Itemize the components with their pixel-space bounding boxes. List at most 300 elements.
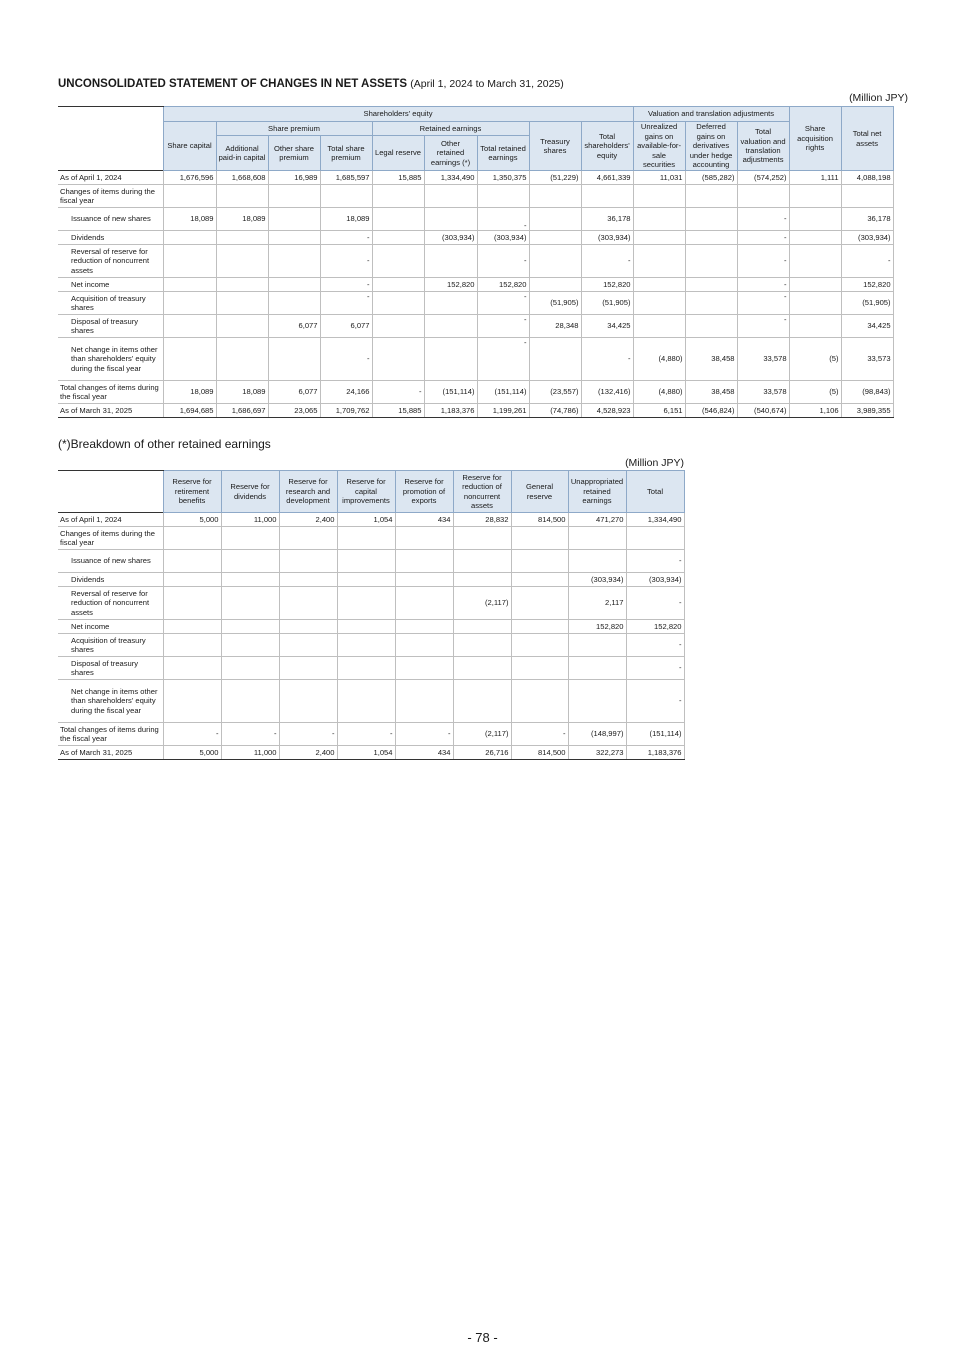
statement-cell: 1,111 xyxy=(789,171,841,185)
statement-row xyxy=(58,208,893,231)
statement-cell xyxy=(789,231,841,245)
header-total-valuation: Total valuation and translation adjustments xyxy=(737,122,789,171)
breakdown-cell xyxy=(221,680,279,723)
statement-cell xyxy=(477,185,529,208)
statement-cell: (51,229) xyxy=(529,171,581,185)
statement-cell xyxy=(789,208,841,231)
statement-cell: - xyxy=(737,278,789,292)
breakdown-cell: (303,934) xyxy=(568,573,626,587)
retained-earnings-breakdown-table xyxy=(58,470,685,760)
statement-cell: 36,178 xyxy=(581,208,633,231)
statement-cell: 23,065 xyxy=(268,404,320,418)
statement-cell xyxy=(424,315,477,338)
breakdown-row xyxy=(58,657,684,680)
breakdown-cell: (303,934) xyxy=(626,573,684,587)
breakdown-cell: (2,117) xyxy=(453,587,511,620)
statement-cell: 36,178 xyxy=(841,208,893,231)
statement-cell: 1,106 xyxy=(789,404,841,418)
breakdown-cell xyxy=(453,573,511,587)
statement-cell: 1,709,762 xyxy=(320,404,372,418)
header-total-net-assets: Total net assets xyxy=(841,107,893,171)
breakdown-cell: - xyxy=(395,723,453,746)
statement-cell: (51,905) xyxy=(581,292,633,315)
statement-cell xyxy=(216,338,268,381)
breakdown-cell xyxy=(279,527,337,550)
statement-cell xyxy=(529,231,581,245)
breakdown-cell xyxy=(337,550,395,573)
breakdown-cell xyxy=(511,634,568,657)
breakdown-cell: 814,500 xyxy=(511,513,568,527)
breakdown-cell xyxy=(221,550,279,573)
breakdown-cell: 1,183,376 xyxy=(626,746,684,760)
statement-cell: 1,676,596 xyxy=(163,171,216,185)
statement-cell: (51,905) xyxy=(529,292,581,315)
statement-cell: (151,114) xyxy=(424,381,477,404)
statement-cell: - xyxy=(477,208,529,231)
breakdown-cell xyxy=(163,620,221,634)
statement-cell xyxy=(633,231,685,245)
statement-cell: - xyxy=(841,245,893,278)
breakdown-cell: - xyxy=(163,723,221,746)
statement-cell: (74,786) xyxy=(529,404,581,418)
statement-cell xyxy=(216,245,268,278)
statement-cell: 11,031 xyxy=(633,171,685,185)
statement-cell: (4,880) xyxy=(633,338,685,381)
statement-cell: - xyxy=(477,338,529,381)
statement-cell xyxy=(633,185,685,208)
breakdown-row xyxy=(58,680,684,723)
breakdown-cell xyxy=(221,587,279,620)
changes-in-net-assets-table xyxy=(58,106,894,418)
breakdown-cell: 434 xyxy=(395,513,453,527)
breakdown-row-label: Net change in items other than shareholders' equity during the fiscal year xyxy=(58,680,163,723)
breakdown-cell: - xyxy=(279,723,337,746)
breakdown-row-label: Total changes of items during the fiscal year xyxy=(58,723,163,746)
breakdown-row-label: Net income xyxy=(58,620,163,634)
statement-cell xyxy=(216,278,268,292)
statement-cell: 6,077 xyxy=(320,315,372,338)
statement-cell xyxy=(268,278,320,292)
breakdown-cell xyxy=(279,634,337,657)
statement-row xyxy=(58,338,893,381)
statement-cell: 6,077 xyxy=(268,315,320,338)
statement-period: (April 1, 2024 to March 31, 2025) xyxy=(410,78,564,90)
header-shareholders-equity: Shareholders' equity xyxy=(163,107,633,122)
breakdown-cell xyxy=(511,587,568,620)
breakdown-cell xyxy=(395,527,453,550)
breakdown-header: Total xyxy=(626,471,684,513)
breakdown-cell xyxy=(221,573,279,587)
breakdown-cell xyxy=(511,657,568,680)
statement-cell: 18,089 xyxy=(163,381,216,404)
statement-cell: - xyxy=(372,381,424,404)
header-deferred-gains: Deferred gains on derivatives under hedge accounting xyxy=(685,122,737,171)
breakdown-cell xyxy=(453,550,511,573)
statement-row xyxy=(58,231,893,245)
header-other-share-premium: Other share premium xyxy=(268,136,320,171)
statement-cell xyxy=(216,231,268,245)
breakdown-cell xyxy=(221,634,279,657)
breakdown-cell xyxy=(395,657,453,680)
statement-row-label: Issuance of new shares xyxy=(58,208,163,231)
statement-cell xyxy=(424,292,477,315)
breakdown-row-label: Changes of items during the fiscal year xyxy=(58,527,163,550)
breakdown-cell: - xyxy=(626,550,684,573)
statement-cell xyxy=(685,278,737,292)
statement-cell: - xyxy=(477,315,529,338)
breakdown-cell: 11,000 xyxy=(221,513,279,527)
breakdown-cell xyxy=(395,634,453,657)
statement-cell xyxy=(529,245,581,278)
statement-cell xyxy=(529,338,581,381)
breakdown-cell xyxy=(511,550,568,573)
statement-cell xyxy=(163,315,216,338)
statement-cell xyxy=(216,315,268,338)
breakdown-cell xyxy=(395,680,453,723)
statement-cell xyxy=(372,245,424,278)
breakdown-cell: 152,820 xyxy=(568,620,626,634)
statement-cell: - xyxy=(320,245,372,278)
statement-cell: 34,425 xyxy=(841,315,893,338)
statement-cell xyxy=(685,315,737,338)
statement-cell xyxy=(372,185,424,208)
breakdown-cell xyxy=(453,527,511,550)
breakdown-header: Reserve for research and development xyxy=(279,471,337,513)
statement-cell xyxy=(633,315,685,338)
breakdown-row xyxy=(58,746,684,760)
breakdown-cell xyxy=(511,620,568,634)
statement-title-text: UNCONSOLIDATED STATEMENT OF CHANGES IN NET ASSETS xyxy=(58,78,408,90)
breakdown-cell: 152,820 xyxy=(626,620,684,634)
statement-cell xyxy=(424,338,477,381)
breakdown-row xyxy=(58,620,684,634)
breakdown-cell xyxy=(453,657,511,680)
statement-cell: 38,458 xyxy=(685,381,737,404)
breakdown-cell xyxy=(511,680,568,723)
statement-cell xyxy=(737,185,789,208)
breakdown-cell xyxy=(395,620,453,634)
header-blank xyxy=(58,107,163,171)
breakdown-cell xyxy=(279,587,337,620)
statement-cell xyxy=(633,292,685,315)
statement-row-label: Acquisition of treasury shares xyxy=(58,292,163,315)
statement-row-label: Total changes of items during the fiscal year xyxy=(58,381,163,404)
statement-cell: - xyxy=(737,245,789,278)
statement-cell: 1,694,685 xyxy=(163,404,216,418)
statement-cell: (303,934) xyxy=(841,231,893,245)
statement-cell: (303,934) xyxy=(477,231,529,245)
statement-cell xyxy=(685,245,737,278)
statement-cell xyxy=(685,292,737,315)
statement-cell xyxy=(268,185,320,208)
header-valuation: Valuation and translation adjustments xyxy=(633,107,789,122)
statement-cell: - xyxy=(320,338,372,381)
breakdown-cell xyxy=(279,620,337,634)
statement-row-label: Changes of items during the fiscal year xyxy=(58,185,163,208)
statement-cell xyxy=(529,208,581,231)
statement-row xyxy=(58,292,893,315)
statement-cell xyxy=(685,231,737,245)
breakdown-header: Reserve for retirement benefits xyxy=(163,471,221,513)
breakdown-header: Unappropriated retained earnings xyxy=(568,471,626,513)
statement-cell: 1,334,490 xyxy=(424,171,477,185)
statement-cell xyxy=(633,278,685,292)
breakdown-cell xyxy=(568,680,626,723)
breakdown-header-blank xyxy=(58,471,163,513)
statement-cell xyxy=(163,245,216,278)
statement-cell: - xyxy=(737,315,789,338)
header-share-acquisition-rights: Share acquisition rights xyxy=(789,107,841,171)
unit-label: (Million JPY) xyxy=(849,92,908,104)
breakdown-cell xyxy=(337,634,395,657)
breakdown-cell: - xyxy=(337,723,395,746)
breakdown-cell: 322,273 xyxy=(568,746,626,760)
statement-cell xyxy=(268,231,320,245)
breakdown-cell xyxy=(337,527,395,550)
breakdown-cell xyxy=(395,587,453,620)
statement-cell: 33,578 xyxy=(737,381,789,404)
statement-cell xyxy=(372,338,424,381)
breakdown-cell xyxy=(163,573,221,587)
statement-row-label: Reversal of reserve for reduction of noncurrent assets xyxy=(58,245,163,278)
breakdown-cell xyxy=(221,527,279,550)
statement-cell xyxy=(163,338,216,381)
breakdown-cell: 2,400 xyxy=(279,513,337,527)
breakdown-cell xyxy=(626,527,684,550)
statement-cell: 6,077 xyxy=(268,381,320,404)
statement-cell xyxy=(424,185,477,208)
header-share-capital: Share capital xyxy=(163,122,216,171)
statement-row-label: As of March 31, 2025 xyxy=(58,404,163,418)
breakdown-cell: 1,054 xyxy=(337,746,395,760)
statement-cell xyxy=(320,185,372,208)
statement-cell: 28,348 xyxy=(529,315,581,338)
statement-row-label: As of April 1, 2024 xyxy=(58,171,163,185)
breakdown-cell: - xyxy=(221,723,279,746)
statement-cell xyxy=(789,315,841,338)
statement-cell xyxy=(372,292,424,315)
statement-cell xyxy=(841,185,893,208)
statement-cell: (151,114) xyxy=(477,381,529,404)
breakdown-cell: 28,832 xyxy=(453,513,511,527)
breakdown-row xyxy=(58,634,684,657)
statement-cell xyxy=(789,278,841,292)
breakdown-cell xyxy=(221,657,279,680)
statement-cell: - xyxy=(320,278,372,292)
breakdown-row xyxy=(58,723,684,746)
statement-cell: 38,458 xyxy=(685,338,737,381)
statement-row-label: Disposal of treasury shares xyxy=(58,315,163,338)
breakdown-cell xyxy=(568,657,626,680)
breakdown-cell xyxy=(163,634,221,657)
statement-cell: 1,686,697 xyxy=(216,404,268,418)
breakdown-header: Reserve for dividends xyxy=(221,471,279,513)
breakdown-cell xyxy=(453,620,511,634)
statement-cell: - xyxy=(477,245,529,278)
header-treasury-shares: Treasury shares xyxy=(529,122,581,171)
header-other-retained-earnings: Other retained earnings (*) xyxy=(424,136,477,171)
breakdown-cell: 471,270 xyxy=(568,513,626,527)
breakdown-cell: 11,000 xyxy=(221,746,279,760)
breakdown-cell xyxy=(279,573,337,587)
statement-cell xyxy=(685,185,737,208)
breakdown-cell xyxy=(453,634,511,657)
breakdown-cell xyxy=(511,527,568,550)
breakdown-cell xyxy=(337,680,395,723)
statement-cell xyxy=(163,231,216,245)
statement-cell: (132,416) xyxy=(581,381,633,404)
breakdown-cell: (2,117) xyxy=(453,723,511,746)
statement-cell xyxy=(163,185,216,208)
statement-cell: - xyxy=(737,208,789,231)
breakdown-row-label: Issuance of new shares xyxy=(58,550,163,573)
breakdown-row-label: Dividends xyxy=(58,573,163,587)
statement-cell: 4,661,339 xyxy=(581,171,633,185)
breakdown-cell xyxy=(163,550,221,573)
breakdown-cell xyxy=(337,573,395,587)
breakdown-row-label: As of April 1, 2024 xyxy=(58,513,163,527)
statement-cell: (51,905) xyxy=(841,292,893,315)
breakdown-cell xyxy=(279,657,337,680)
statement-cell xyxy=(529,185,581,208)
statement-cell: 1,668,608 xyxy=(216,171,268,185)
statement-cell: - xyxy=(477,292,529,315)
statement-cell: 15,885 xyxy=(372,171,424,185)
breakdown-cell xyxy=(221,620,279,634)
breakdown-cell: 814,500 xyxy=(511,746,568,760)
statement-cell: - xyxy=(581,338,633,381)
statement-cell: (98,843) xyxy=(841,381,893,404)
statement-cell xyxy=(633,208,685,231)
breakdown-cell: (151,114) xyxy=(626,723,684,746)
statement-cell xyxy=(789,185,841,208)
header-legal-reserve: Legal reserve xyxy=(372,136,424,171)
statement-cell: 6,151 xyxy=(633,404,685,418)
breakdown-row-label: As of March 31, 2025 xyxy=(58,746,163,760)
statement-cell: - xyxy=(737,231,789,245)
breakdown-cell xyxy=(163,527,221,550)
statement-cell: 152,820 xyxy=(841,278,893,292)
statement-cell xyxy=(685,208,737,231)
breakdown-title: (*)Breakdown of other retained earnings xyxy=(58,437,271,451)
statement-row xyxy=(58,185,893,208)
breakdown-cell: - xyxy=(511,723,568,746)
breakdown-row xyxy=(58,587,684,620)
statement-cell: (4,880) xyxy=(633,381,685,404)
statement-cell: 152,820 xyxy=(424,278,477,292)
statement-row-label: Net change in items other than shareholders' equity during the fiscal year xyxy=(58,338,163,381)
statement-cell: 24,166 xyxy=(320,381,372,404)
breakdown-cell xyxy=(453,680,511,723)
statement-row xyxy=(58,171,893,185)
statement-cell xyxy=(581,185,633,208)
statement-row-label: Dividends xyxy=(58,231,163,245)
statement-row xyxy=(58,315,893,338)
header-retained-earnings: Retained earnings xyxy=(372,122,529,136)
statement-cell: - xyxy=(320,231,372,245)
statement-cell xyxy=(163,278,216,292)
header-total-shareholders-equity: Total shareholders' equity xyxy=(581,122,633,171)
statement-cell xyxy=(268,338,320,381)
statement-cell xyxy=(372,208,424,231)
breakdown-row-label: Acquisition of treasury shares xyxy=(58,634,163,657)
breakdown-unit-label: (Million JPY) xyxy=(625,457,684,469)
statement-cell: 1,350,375 xyxy=(477,171,529,185)
breakdown-cell xyxy=(163,657,221,680)
statement-cell xyxy=(424,208,477,231)
statement-cell: 33,573 xyxy=(841,338,893,381)
statement-cell xyxy=(372,231,424,245)
statement-cell: 34,425 xyxy=(581,315,633,338)
statement-cell: (23,557) xyxy=(529,381,581,404)
breakdown-cell: 2,117 xyxy=(568,587,626,620)
statement-cell: (303,934) xyxy=(581,231,633,245)
header-share-premium: Share premium xyxy=(216,122,372,136)
breakdown-cell xyxy=(395,550,453,573)
breakdown-cell xyxy=(279,550,337,573)
statement-title xyxy=(58,78,564,90)
breakdown-cell: 1,054 xyxy=(337,513,395,527)
statement-row xyxy=(58,278,893,292)
breakdown-cell: 5,000 xyxy=(163,746,221,760)
breakdown-cell xyxy=(395,573,453,587)
statement-row xyxy=(58,245,893,278)
statement-cell: (574,252) xyxy=(737,171,789,185)
statement-cell: 1,199,261 xyxy=(477,404,529,418)
statement-cell: (5) xyxy=(789,381,841,404)
statement-cell: 18,089 xyxy=(216,208,268,231)
statement-cell: 1,183,376 xyxy=(424,404,477,418)
statement-cell: (5) xyxy=(789,338,841,381)
statement-cell xyxy=(163,292,216,315)
header-total-retained-earnings: Total retained earnings xyxy=(477,136,529,171)
breakdown-row-label: Reversal of reserve for reduction of noncurrent assets xyxy=(58,587,163,620)
breakdown-row xyxy=(58,513,684,527)
header-unrealized-gains: Unrealized gains on available-for-sale securities xyxy=(633,122,685,171)
statement-cell: 152,820 xyxy=(477,278,529,292)
statement-cell: - xyxy=(737,292,789,315)
breakdown-row xyxy=(58,573,684,587)
header-additional-paid-in-capital: Additional paid-in capital xyxy=(216,136,268,171)
statement-cell xyxy=(268,208,320,231)
statement-cell: - xyxy=(320,292,372,315)
statement-cell: 18,089 xyxy=(216,381,268,404)
breakdown-cell xyxy=(337,587,395,620)
statement-cell: (546,824) xyxy=(685,404,737,418)
breakdown-header: Reserve for reduction of noncurrent assets xyxy=(453,471,511,513)
statement-cell xyxy=(424,245,477,278)
statement-cell xyxy=(216,292,268,315)
statement-cell: 33,578 xyxy=(737,338,789,381)
header-total-share-premium: Total share premium xyxy=(320,136,372,171)
statement-cell: 4,528,923 xyxy=(581,404,633,418)
breakdown-cell xyxy=(511,573,568,587)
statement-cell: (585,282) xyxy=(685,171,737,185)
statement-cell xyxy=(216,185,268,208)
breakdown-cell: 434 xyxy=(395,746,453,760)
breakdown-cell xyxy=(163,587,221,620)
breakdown-cell xyxy=(568,550,626,573)
statement-cell xyxy=(268,292,320,315)
statement-cell xyxy=(372,278,424,292)
statement-cell: 1,685,597 xyxy=(320,171,372,185)
breakdown-cell: 1,334,490 xyxy=(626,513,684,527)
statement-cell: 4,088,198 xyxy=(841,171,893,185)
statement-cell xyxy=(789,292,841,315)
statement-cell xyxy=(789,245,841,278)
breakdown-cell: - xyxy=(626,634,684,657)
statement-cell xyxy=(633,245,685,278)
